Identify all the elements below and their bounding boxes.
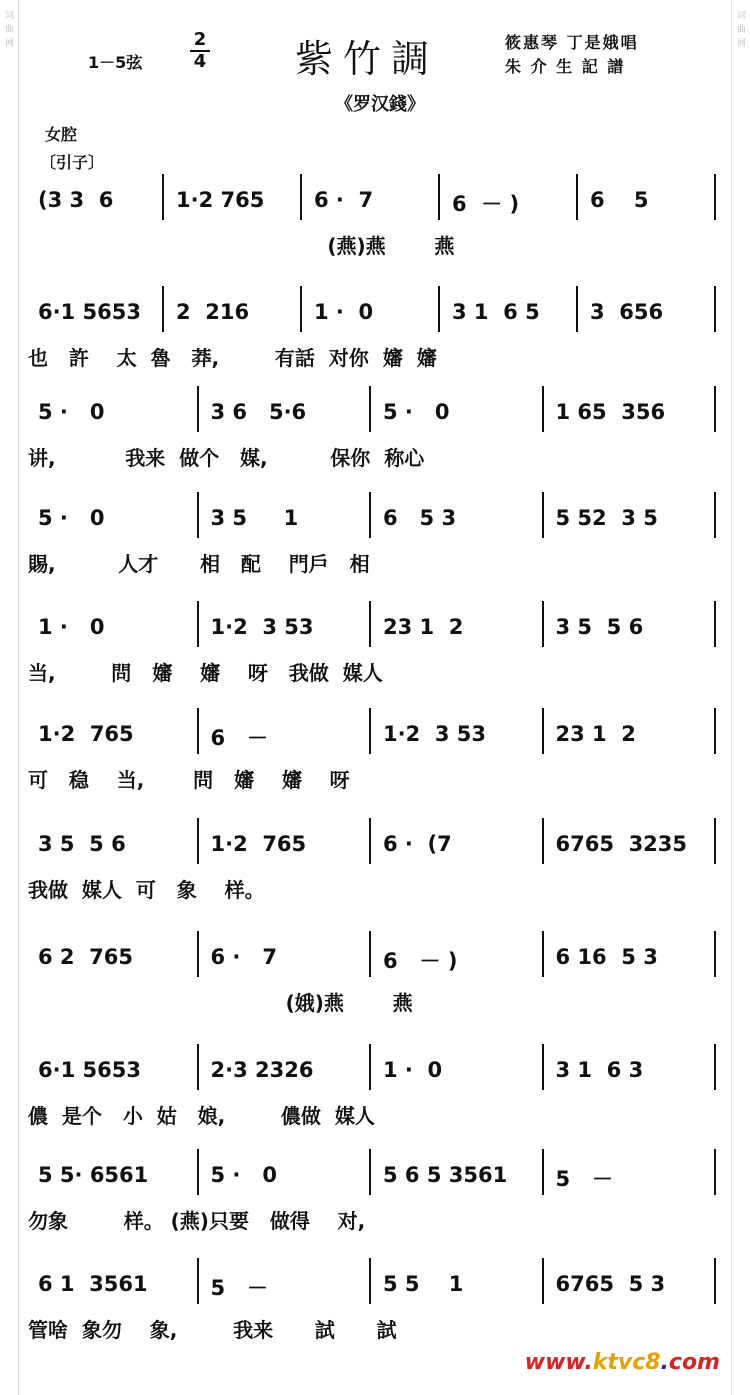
measure-notes: 6·1 5653 — [38, 1058, 141, 1082]
notation-line — [28, 1272, 728, 1312]
measure-notes: 3 656 — [590, 300, 664, 324]
measure-notes: 6 － ) — [452, 192, 520, 216]
bar-line — [542, 601, 544, 647]
measure-notes: 6 · 7 — [314, 188, 374, 212]
measure-notes: 6765 5 3 — [555, 1272, 666, 1296]
lyrics-line: 管啥 象勿 象, 我来 試 試 — [28, 1318, 397, 1342]
measure-notes: 6 · 7 — [210, 945, 277, 969]
measure-notes: 5 6 5 3561 — [383, 1163, 508, 1187]
bar-line — [714, 1044, 716, 1090]
bar-line — [714, 708, 716, 754]
measure-notes: 1·2 765 — [38, 722, 134, 746]
measure-notes: 3 1 6 5 — [452, 300, 540, 324]
bar-line — [542, 818, 544, 864]
measure-notes: 1 · 0 — [314, 300, 374, 324]
right-border-watermark: 词 曲 网 — [731, 0, 750, 1395]
measure-notes: 3 5 5 6 — [38, 832, 126, 856]
measure-notes: 5 · 0 — [38, 506, 105, 530]
bar-line — [369, 601, 371, 647]
bar-line — [197, 601, 199, 647]
measure-notes: 6 － — [210, 726, 269, 750]
measure-notes: 6 － ) — [383, 949, 458, 973]
measure-notes: 1·2 765 — [176, 188, 265, 212]
bar-line — [369, 818, 371, 864]
bar-line — [714, 601, 716, 647]
measure-notes: 5 · 0 — [210, 1163, 277, 1187]
bar-line — [300, 286, 302, 332]
bar-line — [369, 386, 371, 432]
voice-label: 女腔 — [45, 125, 78, 144]
bar-line — [300, 174, 302, 220]
bar-line — [714, 386, 716, 432]
measure-notes: 2 216 — [176, 300, 250, 324]
lyrics-line: (娥)燕 燕 — [28, 991, 413, 1015]
measure-notes: 1·2 3 53 — [383, 722, 486, 746]
bar-line — [197, 492, 199, 538]
bar-line — [714, 818, 716, 864]
measure-notes: 1 65 356 — [555, 400, 666, 424]
lyrics-line: 当, 問 嬸 嬸 呀 我做 媒人 — [28, 661, 383, 685]
bar-line — [542, 1149, 544, 1195]
measure-notes: 2·3 2326 — [210, 1058, 314, 1082]
notation-line — [28, 506, 728, 546]
bar-line — [369, 708, 371, 754]
measure-notes: 5 52 3 5 — [555, 506, 658, 530]
lyrics-line: 可 稳 当, 問 嬸 嬸 呀 — [28, 768, 350, 792]
measure-notes: 6 16 5 3 — [555, 945, 658, 969]
bar-line — [438, 286, 440, 332]
bar-line — [542, 708, 544, 754]
measure-notes: 1·2 765 — [210, 832, 307, 856]
bar-line — [542, 1258, 544, 1304]
measure-notes: (3 3 6 — [38, 188, 114, 212]
bar-line — [542, 1044, 544, 1090]
measure-notes: 3 1 6 3 — [555, 1058, 644, 1082]
bar-line — [369, 1258, 371, 1304]
bar-line — [369, 1149, 371, 1195]
singers-credit: 筱惠琴 丁是娥唱 — [505, 33, 639, 52]
transcriber-credit: 朱 介 生 記 譜 — [505, 57, 626, 76]
measure-notes: 5 · 0 — [38, 400, 105, 424]
lyrics-line: 勿象 样。 (燕)只要 做得 对, — [28, 1209, 366, 1233]
bar-line — [197, 1258, 199, 1304]
measure-notes: 1·2 3 53 — [210, 615, 314, 639]
bar-line — [369, 1044, 371, 1090]
string-tuning: 1－5弦 — [88, 53, 143, 72]
measure-notes: 3 5 1 — [210, 506, 299, 530]
site-watermark: www.ktvc8.com — [524, 1350, 720, 1375]
bar-line — [714, 1258, 716, 1304]
measure-notes: 6 5 3 — [383, 506, 457, 530]
lyrics-line: 我做 媒人 可 象 样。 — [28, 878, 265, 902]
bar-line — [162, 286, 164, 332]
measure-notes: 6765 3235 — [555, 832, 688, 856]
left-border-watermark: 词 曲 网 — [0, 0, 19, 1395]
lyrics-line: (燕)燕 燕 — [28, 234, 455, 258]
bar-line — [714, 174, 716, 220]
bar-line — [197, 708, 199, 754]
measure-notes: 6 2 765 — [38, 945, 133, 969]
bar-line — [542, 386, 544, 432]
bar-line — [197, 1149, 199, 1195]
measure-notes: 6·1 5653 — [38, 300, 141, 324]
bar-line — [576, 174, 578, 220]
bar-line — [197, 931, 199, 977]
notation-line — [28, 615, 728, 655]
measure-notes: 5 5· 6561 — [38, 1163, 149, 1187]
measure-notes: 23 1 2 — [383, 615, 464, 639]
lyrics-line: 賜, 人才 相 配 門戶 相 — [28, 552, 370, 576]
measure-notes: 6 · (7 — [383, 832, 452, 856]
bar-line — [714, 492, 716, 538]
bar-line — [714, 931, 716, 977]
bar-line — [197, 818, 199, 864]
bar-line — [714, 1149, 716, 1195]
bar-line — [197, 386, 199, 432]
bar-line — [542, 931, 544, 977]
song-title: 紫竹調 — [295, 37, 440, 81]
measure-notes: 5 － — [555, 1167, 614, 1191]
measure-notes: 1 · 0 — [38, 615, 105, 639]
bar-line — [714, 286, 716, 332]
notation-line — [28, 832, 728, 872]
measure-notes: 5 · 0 — [383, 400, 450, 424]
bar-line — [369, 931, 371, 977]
bar-line — [369, 492, 371, 538]
lyrics-line: 也 許 太 魯 莽, 有話 对你 嬸 嬸 — [28, 346, 437, 370]
notation-line — [28, 722, 728, 762]
bar-line — [542, 492, 544, 538]
lyrics-line: 讲, 我来 做个 媒, 保你 称心 — [28, 446, 425, 470]
measure-notes: 23 1 2 — [555, 722, 636, 746]
measure-notes: 6 5 — [590, 188, 649, 212]
measure-notes: 3 5 5 6 — [555, 615, 644, 639]
notation-line — [28, 945, 728, 985]
section-label: 〔引子〕 — [40, 153, 105, 172]
measure-notes: 1 · 0 — [383, 1058, 443, 1082]
bar-line — [576, 286, 578, 332]
opera-name: 《罗汉錢》 — [335, 94, 425, 115]
bar-line — [162, 174, 164, 220]
measure-notes: 6 1 3561 — [38, 1272, 148, 1296]
bar-line — [438, 174, 440, 220]
measure-notes: 5 － — [210, 1276, 269, 1300]
notation-line — [28, 1058, 728, 1098]
measure-notes: 3 6 5·6 — [210, 400, 307, 424]
notation-line — [28, 1163, 728, 1203]
notation-line — [28, 300, 728, 340]
time-signature: $\frac{2}{4}$ — [190, 30, 210, 72]
bar-line — [197, 1044, 199, 1090]
notation-line — [28, 400, 728, 440]
measure-notes: 5 5 1 — [383, 1272, 464, 1296]
lyrics-line: 儂 是个 小 姑 娘, 儂做 媒人 — [28, 1104, 375, 1128]
notation-line — [28, 188, 728, 228]
